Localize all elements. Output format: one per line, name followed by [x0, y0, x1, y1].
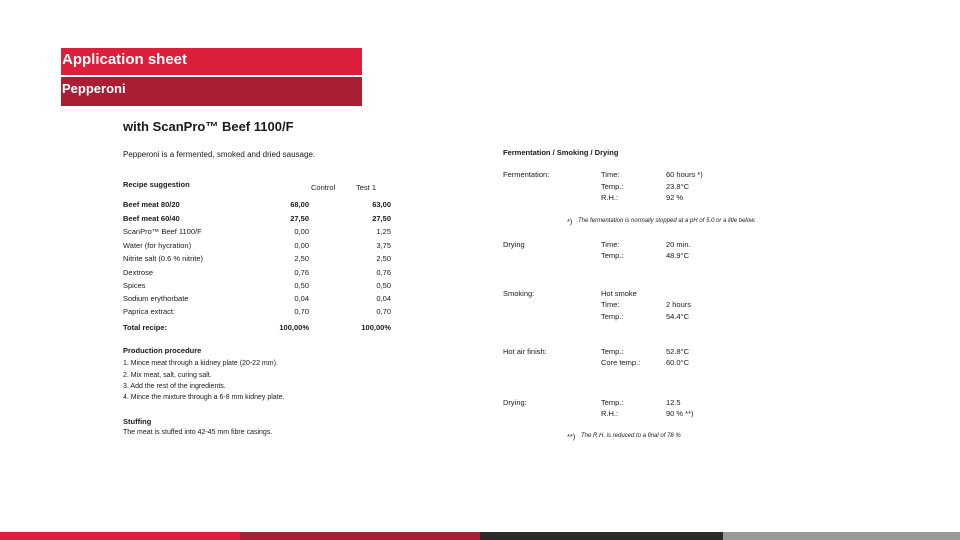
- production-step: 4. Mince the mixture through a 6-8 mm kidney plate.: [123, 394, 285, 401]
- smoking-type: Hot smoke: [601, 289, 637, 298]
- table-row: [123, 294, 393, 304]
- stuffing-text: The meat is stuffed into 42-45 mm fibre casings.: [123, 429, 273, 436]
- ingredient-name: Spices: [123, 281, 146, 290]
- production-title: Production procedure: [123, 346, 202, 355]
- table-row: [123, 254, 393, 264]
- drying2-note-mark: **): [567, 432, 576, 441]
- drying1-label: Drying: [503, 240, 525, 249]
- recipe-col-control: Control: [311, 183, 336, 192]
- sheet-title: Application sheet: [62, 51, 188, 68]
- control-value: 0,70: [294, 307, 309, 316]
- control-value: 0,04: [294, 294, 309, 303]
- drying2-rh-label: R.H.:: [601, 409, 619, 418]
- control-value: 100,00%: [279, 323, 309, 332]
- test-value: 2,50: [376, 254, 391, 263]
- table-row: [123, 200, 393, 210]
- control-value: 0,00: [294, 241, 309, 250]
- recipe-col-test: Test 1: [356, 183, 377, 192]
- test-value: 0,04: [376, 294, 391, 303]
- smoking-temp-label: Temp.:: [601, 312, 624, 321]
- control-value: 0,50: [294, 281, 309, 290]
- table-row-total: [123, 323, 393, 333]
- drying2-label: Drying:: [503, 398, 527, 407]
- test-value: 1,25: [376, 227, 391, 236]
- ingredient-name: Beef meat 80/20: [123, 200, 180, 209]
- table-row: [123, 307, 393, 317]
- hotair-core-value: 60.0°C: [666, 358, 690, 367]
- drying2-note: The R.H. is reduced to a final of 78 %: [581, 433, 681, 439]
- control-value: 0,00: [294, 227, 309, 236]
- ingredient-name: Sodium erythorbate: [123, 294, 189, 303]
- control-value: 27,50: [290, 214, 309, 223]
- footer-bar-darkred: [240, 532, 480, 540]
- drying1-time-label: Time:: [601, 240, 620, 249]
- production-step: 3. Add the rest of the ingredients.: [123, 383, 226, 390]
- fermentation-label: Fermentation:: [503, 170, 550, 179]
- table-row: [123, 241, 393, 251]
- control-value: 2,50: [294, 254, 309, 263]
- ingredient-name: Dextrose: [123, 268, 154, 277]
- fermentation-time-label: Time:: [601, 170, 620, 179]
- production-step: 2. Mix meat, salt, curing salt.: [123, 372, 212, 379]
- test-value: 3,75: [376, 241, 391, 250]
- test-value: 63,00: [372, 200, 391, 209]
- production-step: 1. Mince meat through a kidney plate (20-22 mm).: [123, 360, 278, 367]
- control-value: 0,76: [294, 268, 309, 277]
- fermentation-note-mark: *): [567, 217, 573, 226]
- footer-bar-gray: [723, 532, 960, 540]
- drying1-temp-value: 48.9°C: [666, 251, 690, 260]
- fermentation-time-value: 60 hours *): [666, 170, 703, 179]
- hotair-label: Hot air finish:: [503, 347, 547, 356]
- fermentation-temp-label: Temp.:: [601, 182, 624, 191]
- drying2-temp-label: Temp.:: [601, 398, 624, 407]
- test-value: 100,00%: [361, 323, 391, 332]
- process-title: Fermentation / Smoking / Drying: [503, 148, 619, 157]
- ingredient-name: Nitrite salt (0.6 % nitrite): [123, 254, 204, 263]
- hotair-core-label: Core temp.:: [601, 358, 641, 367]
- table-row: [123, 214, 393, 224]
- smoking-temp-value: 54.4°C: [666, 312, 690, 321]
- ingredient-name: ScanPro™ Beef 1100/F: [123, 227, 202, 236]
- product-name: Pepperoni: [62, 81, 126, 96]
- ingredient-name: Total recipe:: [123, 323, 168, 332]
- product-heading: with ScanPro™ Beef 1100/F: [123, 119, 294, 134]
- test-value: 0,76: [376, 268, 391, 277]
- fermentation-rh-label: R.H.:: [601, 193, 619, 202]
- ingredient-name: Beef meat 60/40: [123, 214, 180, 223]
- footer-bar-charcoal: [480, 532, 723, 540]
- drying1-temp-label: Temp.:: [601, 251, 624, 260]
- smoking-time-label: Time:: [601, 300, 620, 309]
- test-value: 0,70: [376, 307, 391, 316]
- ingredient-name: Water (for hycration): [123, 241, 192, 250]
- fermentation-temp-value: 23.8°C: [666, 182, 690, 191]
- table-row: [123, 268, 393, 278]
- test-value: 27,50: [372, 214, 391, 223]
- smoking-time-value: 2 hours: [666, 300, 692, 309]
- table-row: [123, 227, 393, 237]
- hotair-temp-label: Temp.:: [601, 347, 624, 356]
- drying2-temp-value: 12.5: [666, 398, 681, 407]
- stuffing-title: Stuffing: [123, 417, 152, 426]
- table-row: [123, 281, 393, 291]
- smoking-label: Smoking:: [503, 289, 535, 298]
- intro-text: Pepperoni is a fermented, smoked and dried sausage.: [123, 150, 316, 159]
- control-value: 68,00: [290, 200, 309, 209]
- footer-bar-red: [0, 532, 240, 540]
- ingredient-name: Paprica extract:: [123, 307, 176, 316]
- fermentation-rh-value: 92 %: [666, 193, 684, 202]
- drying1-time-value: 20 min.: [666, 240, 691, 249]
- hotair-temp-value: 52.8°C: [666, 347, 690, 356]
- test-value: 0,50: [376, 281, 391, 290]
- recipe-title: Recipe suggestion: [123, 180, 190, 189]
- fermentation-note: The fermentation is normally stopped at a pH of 5.0 or a litle below.: [578, 218, 756, 224]
- drying2-rh-value: 90 % **): [666, 409, 694, 418]
